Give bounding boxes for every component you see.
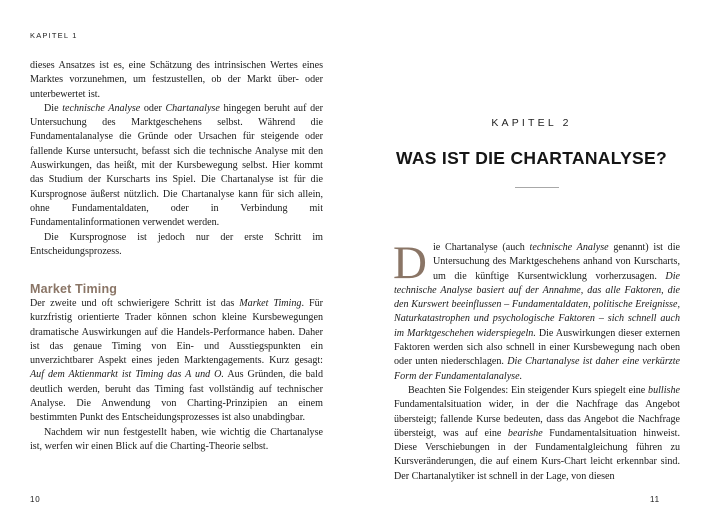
title-divider xyxy=(515,187,559,188)
page-number: 10 xyxy=(30,495,41,504)
chapter-title: WAS IST DIE CHARTANALYSE? xyxy=(396,148,667,168)
drop-cap: D xyxy=(393,237,427,289)
left-body-text xyxy=(30,59,323,259)
section-heading: Market Timing xyxy=(30,282,118,296)
chapter-label: KAPITEL 2 xyxy=(491,117,572,129)
right-page xyxy=(354,0,709,530)
left-section-text xyxy=(30,297,323,454)
right-body-text xyxy=(393,237,680,484)
paragraph: Der zweite und oft schwierigere Schritt ist das Market Timing. Für kurzfristig orientierte Trader können schon kleine Kursbewegungen dramatische Auswirkungen auf die Handels-Performance haben. Daher ist das genaue Timing von Ein- und Ausstiegspunkten ein unverzichtbarer Aspekt eines jeden Marktengagements. Kurz gesagt: Auf dem Aktienmarkt ist Timing das A und O. Aus Gründen, die bald deutlich werden, beruht das Timing fast vollständig auf technischer Analyse. Die Anwendung von Charting-Prinzipien an einem bestimmten Punkt des Entscheidungsprozesses ist also unabdingbar. xyxy=(30,298,323,424)
paragraph: Die Chartanalyse (auch technische Analyse genannt) ist die Untersuchung des Marktgeschehens anhand von Kurscharts, um die künftige Kursentwicklung vorherzusagen. Die technische Analyse basiert auf der Annahme, das alle Faktoren, die den Kurswert beeinflussen – Fundamentaldaten, politische Ereignisse, Naturkatastrophen und psychologische Faktoren – sich schnell auch im Marktgeschehen widerspiegeln. Die Auswirkungen dieser externen Faktoren werden sich also schnell in einer Kursbewegung nach oben oder unten niederschlagen. Die Chartanalyse ist daher eine verkürzte Form der Fundamentalanalyse. xyxy=(393,237,680,382)
paragraph: Die Kursprognose ist jedoch nur der erste Schritt im Entscheidungsprozess. xyxy=(30,231,323,257)
paragraph: Nachdem wir nun festgestellt haben, wie wichtig die Chartanalyse ist, werfen wir einen Blick auf die Charting-Theorie selbst. xyxy=(30,426,323,452)
page-number: 11 xyxy=(650,495,660,504)
paragraph: Beachten Sie Folgendes: Ein steigender Kurs spiegelt eine bullishe Fundamentalsituation wider, in der die Nachfrage das Angebot übersteigt; fallende Kurse bedeuten, dass das Angebot die Nachfrage übersteigt, was auf eine bearishe Fundamentalsituation hinweist. Diese Verschiebungen in der Fundamentalgleichung führen zu Kursveränderungen, die auf einem Kurs-Chart leicht erkennbar sind. Der Chartanalytiker ist schnell in der Lage, von diesen xyxy=(394,384,680,482)
left-page xyxy=(0,0,354,530)
paragraph: Die technische Analyse oder Chartanalyse hingegen beruht auf der Untersuchung des Marktgeschehens selbst. Während die Fundamentalanalyse die Gründe oder Ursachen für steigende oder fallende Kurse untersucht, befasst sich die technische Analyse mit den Auswirkungen, das heißt, mit der Kursbewegung selbst. Hier kommt das Studium der Kurscharts ins Spiel. Die Chartanalyse ist für die Kursprognose äußerst nützlich. Die Chartanalyse kann für sich allein, ohne Fundamentaldaten, oder in Verbindung mit Fundamentalinformationen verwendet werden. xyxy=(30,102,323,229)
paragraph: dieses Ansatzes ist es, eine Schätzung des intrinsischen Wertes eines Marktes vorzunehmen, um festzustellen, ob der Markt über- oder unterbewertet ist. xyxy=(30,60,323,100)
running-head: KAPITEL 1 xyxy=(30,31,78,40)
